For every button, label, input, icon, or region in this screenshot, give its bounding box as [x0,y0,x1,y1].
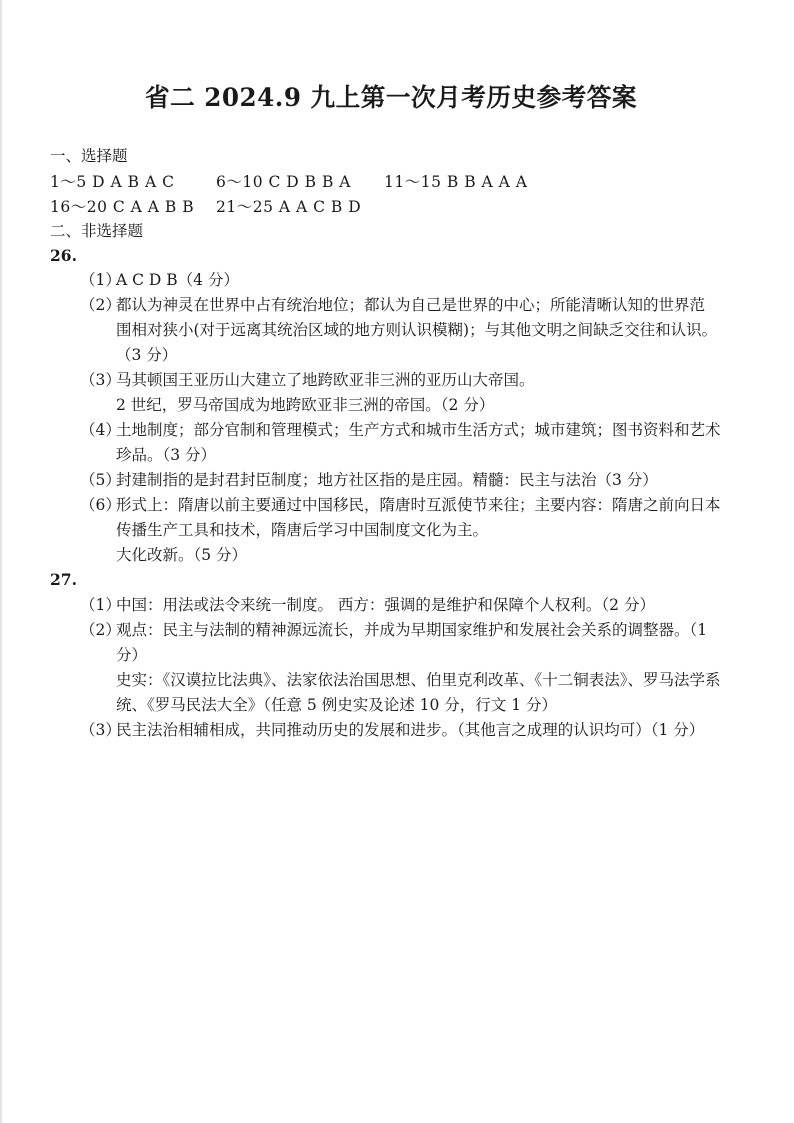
q26-item-2-line-2: 围相对狭小(对于远离其统治区域的地方则认识模糊)；与其他文明之间缺乏交往和认识。 [116,321,718,339]
page-title: 省二 2024.9 九上第一次月考历史参考答案 [144,83,638,112]
choice-answers-21-25: 21～25 A A C B D [216,198,362,216]
q26-item-5-line-1: 封建制指的是封君封臣制度；地方社区指的是庄园。精髓：民主与法治（3 分） [116,471,658,489]
q26-item-2-line-3: （3 分） [116,346,178,364]
q26-item-1-label: （1） [80,271,121,289]
q27-item-2-line-3: 史实：《汉谟拉比法典》、法家依法治国思想、伯里克利改革、《十二铜表法》、罗马法学系 [116,671,721,689]
choice-answers-16-20: 16～20 C A A B B [50,198,195,216]
q27-item-2-line-2: 分） [116,646,148,664]
q27-item-2-line-4: 统、《罗马民法大全》（任意 5 例史实及论述 10 分，行文 1 分） [116,696,558,714]
q26-item-6-line-1: 形式上：隋唐以前主要通过中国移民，隋唐时互派使节来往；主要内容：隋唐之前向日本 [116,496,721,514]
q26-item-3-line-1: 马其顿国王亚历山大建立了地跨欧亚非三洲的亚历山大帝国。 [116,371,535,389]
q26-item-2-line-1: 都认为神灵在世界中占有统治地位；都认为自己是世界的中心；所能清晰认知的世界范 [116,296,706,314]
q27-item-1-label: （1） [80,596,121,614]
q26-item-3-line-2: 2 世纪，罗马帝国成为地跨欧亚非三洲的帝国。（2 分） [116,396,495,414]
choice-answers-6-10: 6～10 C D B B A [216,173,351,191]
q27-item-3-line-1: 民主法治相辅相成，共同推动历史的发展和进步。（其他言之成理的认识均可）（1 分） [116,721,705,739]
q26-item-1-line-1: A C D B（4 分） [116,271,239,289]
q27-item-3-label: （3） [80,721,121,739]
section-heading-choice: 一、选择题 [50,147,128,165]
q26-item-6-label: （6） [80,496,121,514]
section-heading-nonchoice: 二、非选择题 [50,222,144,240]
q27-item-2-line-1: 观点：民主与法制的精神源远流长，并成为早期国家维护和发展社会关系的调整器。（1 [116,621,708,639]
q26-item-5-label: （5） [80,471,121,489]
q26-item-6-line-2: 传播生产工具和技术，隋唐后学习中国制度文化为主。 [116,521,489,539]
q26-item-6-line-3: 大化改新。（5 分） [116,546,248,564]
q27-item-1-line-1: 中国：用法或法令来统一制度。 西方：强调的是维护和保障个人权利。（2 分） [116,596,655,614]
scan-edge-shadow [0,0,3,1123]
q26-item-4-line-2: 珍品。（3 分） [116,446,217,464]
question-number-26: 26. [50,246,77,265]
q26-item-4-line-1: 土地制度；部分官制和管理模式；生产方式和城市生活方式；城市建筑；图书资料和艺术 [116,421,721,439]
choice-answers-11-15: 11～15 B B A A A [384,173,528,191]
q26-item-4-label: （4） [80,421,121,439]
question-number-27: 27. [50,570,77,589]
choice-answers-1-5: 1～5 D A B A C [50,173,175,191]
q27-item-2-label: （2） [80,621,121,639]
q26-item-2-label: （2） [80,296,121,314]
q26-item-3-label: （3） [80,371,121,389]
